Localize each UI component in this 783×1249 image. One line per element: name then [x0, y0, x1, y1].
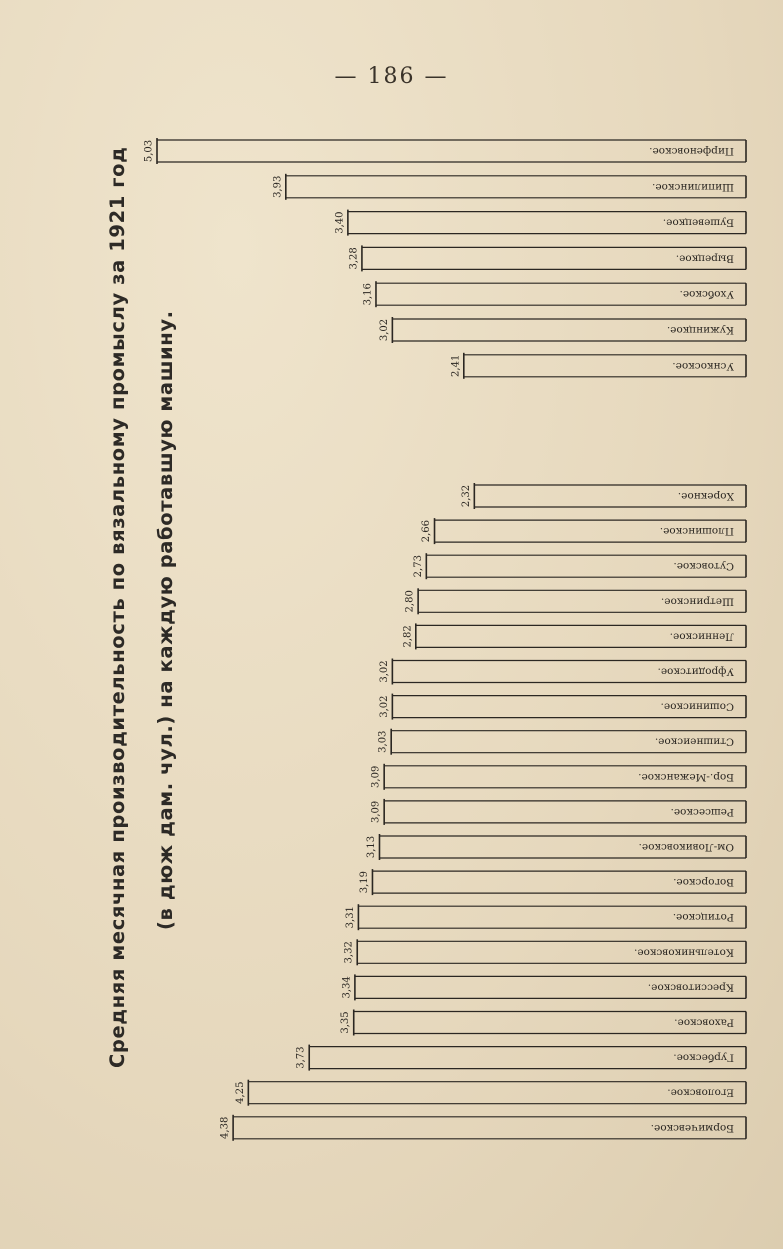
bar-group [272, 174, 746, 200]
bar-value-label: 5,03 [143, 139, 155, 163]
bar-group [402, 623, 746, 649]
chart-title: Средняя месячная производительность по вязальному промыслу за 1921 год [106, 146, 129, 1068]
bar-group [413, 553, 746, 579]
bar-group [379, 317, 746, 343]
bar-value-label: 2,32 [460, 484, 472, 508]
bar-category-label: Решсеское. [670, 805, 734, 818]
bar-category-label: Стишнеиское. [654, 735, 734, 748]
bar-value-label: 3,31 [344, 906, 356, 929]
bar-category-label: Хорекное. [677, 490, 734, 502]
bar-group [344, 939, 746, 965]
bar-group [366, 834, 746, 860]
bar-category-label: Ом-Ловиковское. [638, 841, 734, 853]
bar-group [296, 1045, 746, 1071]
bar-value-label: 2,66 [421, 519, 433, 543]
bar-value-label: 3,02 [378, 695, 390, 718]
bar-category-label: Бормичевское. [650, 1121, 734, 1134]
bar-category-label: Бушевецкое. [662, 216, 734, 229]
bar-group [235, 1080, 746, 1106]
bar-category-label: Бор.-Межанское. [638, 770, 734, 783]
bar-category-label: Пирфеновское. [649, 145, 734, 157]
bar-category-label: Уфродитское. [657, 665, 734, 678]
bar-group [378, 729, 746, 755]
bar-category-label: Вогорское. [673, 876, 734, 889]
bar-value-label: 3,09 [370, 765, 382, 788]
bar-category-label: Ротицское. [672, 911, 734, 924]
bar-group [220, 1115, 746, 1141]
bar-value-label: 3,32 [343, 941, 355, 964]
bar-group [362, 281, 746, 307]
bar-category-label: Плошинское. [659, 525, 734, 538]
bar-value-label: 3,93 [272, 175, 284, 198]
bar-group [379, 694, 746, 720]
bar-value-label: 3,03 [377, 730, 389, 753]
bar-group [461, 483, 746, 509]
bar-category-label: Вырецкое. [675, 252, 734, 265]
bar-group [144, 138, 747, 164]
bar-value-label: 3,19 [358, 870, 370, 894]
bar-group [334, 210, 746, 236]
bar-group [450, 353, 746, 379]
bar-category-label: Ленниское. [669, 630, 734, 643]
bar-group [421, 518, 746, 544]
bar-category-label: Кужинцкое. [666, 324, 734, 336]
bar-value-label: 3,09 [370, 800, 382, 824]
bar-group [379, 659, 746, 685]
bar-group [405, 588, 746, 614]
bar-category-label: Еголовское. [667, 1086, 734, 1099]
bar-category-label: Сошиниское. [660, 700, 734, 713]
chart-subtitle: (в дюж дам. чул.) на каждую работавшую машину. [154, 310, 177, 930]
bar-value-label: 2,82 [402, 625, 414, 648]
page-number: — 186 — [334, 64, 449, 89]
bar-value-label: 3,34 [341, 976, 353, 999]
bar-category-label: Уснкоское. [672, 359, 734, 372]
bar-group [341, 974, 746, 1000]
bar-value-label: 2,73 [412, 555, 424, 578]
bar-group [345, 904, 746, 930]
bar-value-label: 3,02 [378, 318, 390, 342]
bar-value-label: 2,80 [404, 590, 416, 613]
bar-category-label: Шипилинское. [652, 180, 734, 193]
bar-value-label: 4,38 [219, 1116, 231, 1139]
bar-value-label: 3,02 [378, 660, 390, 683]
bar-category-label: Гурбеское. [673, 1051, 734, 1064]
bar-group [371, 799, 746, 825]
bar-group [340, 1010, 746, 1036]
bar-value-label: 3,13 [365, 835, 377, 859]
bar-group [371, 764, 746, 790]
bar-group [359, 869, 746, 895]
bar-category-label: Раховское. [674, 1016, 734, 1029]
bar-value-label: 2,41 [450, 354, 462, 377]
bar-value-label: 4,25 [234, 1081, 246, 1104]
bar-value-label: 3,40 [334, 211, 346, 234]
bar-value-label: 3,28 [348, 247, 360, 270]
bar-category-label: Шетринское. [660, 595, 734, 608]
bar-value-label: 3,73 [295, 1046, 307, 1069]
bars-layer [144, 138, 747, 1141]
bar-category-label: Ухобское. [679, 288, 734, 301]
bar-category-label: Сутовское. [673, 560, 734, 573]
bar-value-label: 3,16 [362, 283, 374, 306]
bar-category-label: Кресситовское. [647, 981, 734, 994]
bar-category-label: Котельниковское. [634, 946, 734, 959]
bar-value-label: 3,35 [340, 1011, 352, 1034]
bar-group [348, 245, 746, 271]
